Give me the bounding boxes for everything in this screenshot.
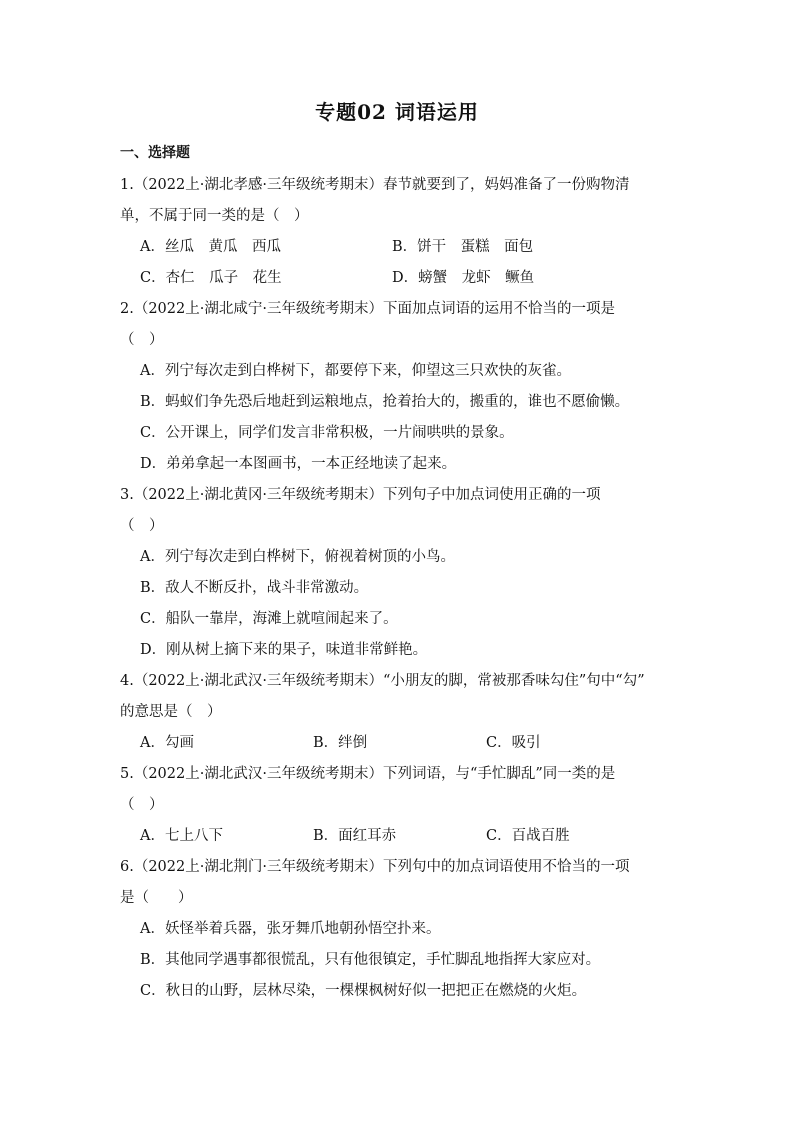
question-3-option-b[interactable]: B．敌人不断反扑，战斗非常激动。 bbox=[140, 580, 369, 596]
question-5-options-row bbox=[120, 821, 680, 852]
question-5-stem-line-2: （ ） bbox=[120, 797, 164, 813]
question-1-option-c[interactable]: C．杏仁 瓜子 花生 bbox=[140, 270, 282, 286]
question-2-option-b[interactable]: B．蚂蚁们争先恐后地赶到运粮地点，抢着抬大的，搬重的，谁也不愿偷懒。 bbox=[140, 394, 630, 410]
question-1-stem-line-1: 1.（2022上·湖北孝感·三年级统考期末）春节就要到了，妈妈准备了一份购物清 bbox=[120, 177, 630, 193]
question-6-option-c[interactable]: C．秋日的山野，层林尽染，一棵棵枫树好似一把把正在燃烧的火炬。 bbox=[140, 983, 587, 999]
question-6-option-b[interactable]: B．其他同学遇事都很慌乱，只有他很镇定，手忙脚乱地指挥大家应对。 bbox=[140, 952, 601, 968]
question-1-option-a[interactable]: A．丝瓜 黄瓜 西瓜 bbox=[140, 239, 281, 255]
question-3-stem-line-2: （ ） bbox=[120, 518, 164, 534]
question-list bbox=[120, 170, 680, 1007]
question-2-stem-line-1: 2.（2022上·湖北咸宁·三年级统考期末）下面加点词语的运用不恰当的一项是 bbox=[120, 301, 615, 317]
question-4-stem-line-1: 4.（2022上·湖北武汉·三年级统考期末）“小朋友的脚，常被那香味勾住”句中“勾” bbox=[120, 673, 645, 689]
question-6-stem-line-2: 是（ ） bbox=[120, 890, 193, 906]
question-5-option-b[interactable]: B．面红耳赤 bbox=[313, 828, 397, 844]
question-2-option-c[interactable]: C．公开课上，同学们发言非常积极，一片闹哄哄的景象。 bbox=[140, 425, 514, 441]
question-5-stem-line-1: 5.（2022上·湖北武汉·三年级统考期末）下列词语，与“手忙脚乱”同一类的是 bbox=[120, 766, 616, 782]
question-3-option-a[interactable]: A．列宁每次走到白桦树下，俯视着树顶的小鸟。 bbox=[140, 549, 455, 565]
question-1-options-row-1 bbox=[120, 232, 680, 263]
question-3-option-d[interactable]: D．刚从树上摘下来的果子，味道非常鲜艳。 bbox=[140, 642, 428, 658]
question-1-option-d[interactable]: D．螃蟹 龙虾 鳜鱼 bbox=[392, 270, 535, 286]
question-1-option-b[interactable]: B．饼干 蛋糕 面包 bbox=[392, 239, 534, 255]
question-4-option-c[interactable]: C．吸引 bbox=[486, 735, 541, 751]
question-4-option-b[interactable]: B．绊倒 bbox=[313, 735, 368, 751]
question-4-stem-line-2: 的意思是（ ） bbox=[120, 704, 222, 720]
question-3-stem-line-1: 3.（2022上·湖北黄冈·三年级统考期末）下列句子中加点词使用正确的一项 bbox=[120, 487, 601, 503]
question-1-options-row-2 bbox=[120, 263, 680, 294]
question-4-option-a[interactable]: A．勾画 bbox=[140, 735, 194, 751]
section-heading: 一、选择题 bbox=[120, 145, 190, 161]
question-2-option-a[interactable]: A．列宁每次走到白桦树下，都要停下来，仰望这三只欢快的灰雀。 bbox=[140, 363, 571, 379]
question-6-option-a[interactable]: A．妖怪举着兵器，张牙舞爪地朝孙悟空扑来。 bbox=[140, 921, 441, 937]
question-2-option-d[interactable]: D．弟弟拿起一本图画书，一本正经地读了起来。 bbox=[140, 456, 457, 472]
question-5-option-c[interactable]: C．百战百胜 bbox=[486, 828, 570, 844]
page-title: 专题02 词语运用 bbox=[315, 100, 479, 124]
question-5-option-a[interactable]: A．七上八下 bbox=[140, 828, 223, 844]
question-6-stem-line-1: 6.（2022上·湖北荆门·三年级统考期末）下列句中的加点词语使用不恰当的一项 bbox=[120, 859, 630, 875]
question-3-option-c[interactable]: C．船队一靠岸，海滩上就喧闹起来了。 bbox=[140, 611, 398, 627]
question-2-stem-line-2: （ ） bbox=[120, 332, 164, 348]
question-4-options-row bbox=[120, 728, 680, 759]
question-1-stem-line-2: 单，不属于同一类的是（ ） bbox=[120, 208, 309, 224]
